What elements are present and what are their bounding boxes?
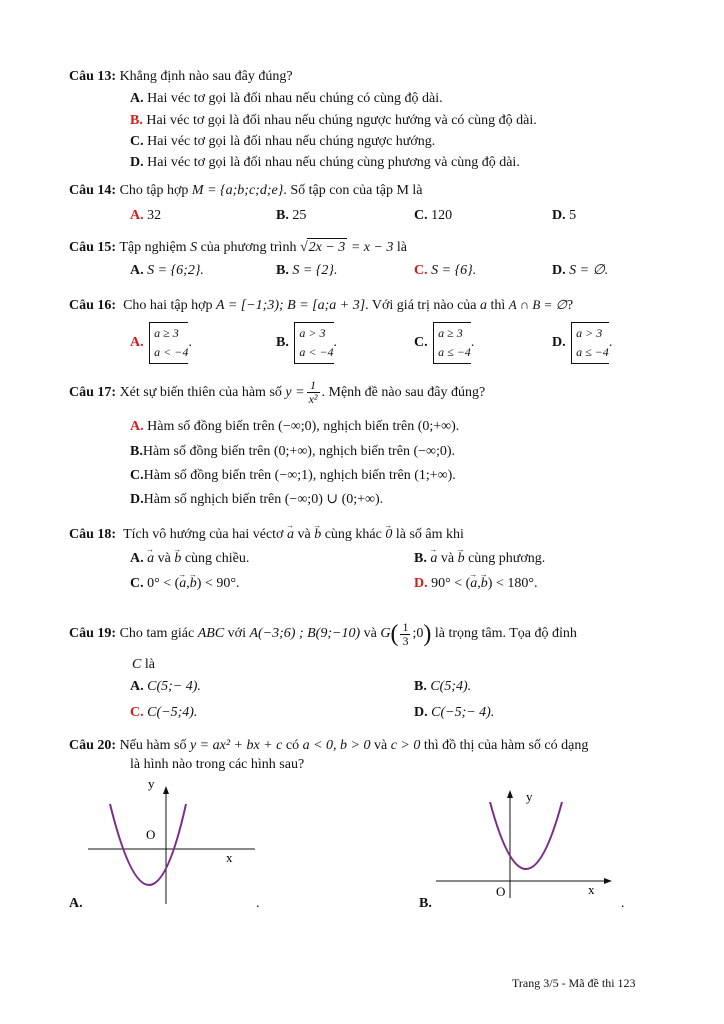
q18-option-c[interactable]: C. 0° < (→ a,→ b) < 90°. <box>130 575 239 593</box>
q16-option-c-line1: a ≥ 3 <box>438 326 463 340</box>
q15-option-a-key: A. <box>130 263 144 278</box>
q17-post: . Mệnh đề nào sau đây đúng? <box>321 385 486 400</box>
q18-option-a-and: và <box>157 551 171 566</box>
q18-option-c-vec-a: → a <box>179 575 186 593</box>
q14-option-a-key: A. <box>130 208 144 223</box>
q18-option-a-text: cùng chiều. <box>184 551 250 566</box>
q17-denominator: x² <box>308 392 318 407</box>
q19-option-d-text: C(−5;− 4). <box>431 705 495 720</box>
q18-stem <box>69 526 464 544</box>
q13-option-b[interactable] <box>130 112 537 130</box>
graph-a-key[interactable]: A. <box>69 896 83 911</box>
q20-stem <box>69 737 588 755</box>
q17-option-b-key: B. <box>130 444 143 459</box>
q16-option-a[interactable]: A. a ≥ 3 a < −4. <box>130 322 192 364</box>
q14-label: Câu 14: <box>69 183 117 198</box>
q18-option-d-vec-a: → a <box>470 575 477 593</box>
q17-option-d-text: Hàm số nghịch biến trên (−∞;0) ∪ (0;+∞). <box>143 492 384 507</box>
q16-option-b-key: B. <box>276 335 289 351</box>
q15-option-a[interactable] <box>130 262 204 280</box>
q16-option-c-line2: a ≤ −4 <box>438 345 471 359</box>
q19-g: G <box>380 626 391 642</box>
q13-option-d[interactable] <box>130 154 520 172</box>
q18-option-b-vec-b: → b <box>458 550 465 568</box>
q15-option-c-text: S = {6}. <box>431 263 477 278</box>
q19-post: là trọng tâm. Tọa độ đỉnh <box>434 626 577 642</box>
q18-option-b-text: cùng phương. <box>468 551 546 566</box>
q19-paren-right: ) <box>423 621 432 647</box>
q13-text: Khẳng định nào sau đây đúng? <box>119 69 293 84</box>
graph-b-dot: . <box>621 896 625 911</box>
q18-option-c-right: ) < 90°. <box>196 576 240 591</box>
q14-set: M = {a;b;c;d;e} <box>191 183 284 198</box>
q19-option-c[interactable] <box>130 704 197 722</box>
q19-numerator: 1 <box>402 619 409 634</box>
q17-option-d[interactable] <box>130 491 383 509</box>
q16-var: a <box>480 298 487 313</box>
q19-denominator: 3 <box>402 633 409 648</box>
q17-label: Câu 17: <box>69 385 117 400</box>
q18-and: và <box>297 527 311 542</box>
q17-option-c-text: Hàm số đồng biến trên (−∞;1), nghịch biến trên (1;+∞). <box>143 468 456 483</box>
q16-mid2: thì <box>490 298 506 313</box>
q19-and: và <box>363 626 377 642</box>
q15-stem <box>69 238 407 257</box>
q16-option-b-line2: a < −4 <box>299 345 334 359</box>
q19-line2-text: là <box>144 657 155 672</box>
q15-label: Câu 15: <box>69 240 117 255</box>
q18-option-d-left: 90° < ( <box>431 576 471 591</box>
q19-option-a-text: C(5;− 4). <box>147 679 201 694</box>
q14-post: . Số tập con của tập M là <box>283 183 423 198</box>
q16-option-b[interactable]: B. a > 3 a < −4. <box>276 322 337 364</box>
q16-label: Câu 16: <box>69 298 117 313</box>
q15-rhs: = x − 3 <box>350 240 394 255</box>
q16-cond: A ∩ B = ∅ <box>508 297 567 312</box>
q15-option-d-text: S = ∅. <box>569 263 609 278</box>
q16-pre: Cho hai tập hợp <box>123 298 213 313</box>
q15-radicand: 2x − 3 <box>308 240 346 255</box>
q18-option-c-key: C. <box>130 576 144 591</box>
q18-option-a-key: A. <box>130 551 144 566</box>
q19-fraction <box>400 621 410 648</box>
q19-option-b-text: C(5;4). <box>430 679 472 694</box>
graph-a-y-arrow-icon <box>163 786 169 794</box>
q17-option-a-key: A. <box>130 419 144 434</box>
q17-option-d-key: D. <box>130 492 144 507</box>
q18-option-d-vec-b: → b <box>481 575 488 593</box>
q18-option-c-vec-b: → b <box>190 575 197 593</box>
q16-option-a-line2: a < −4 <box>154 345 189 359</box>
q13-option-d-text: Hai véc tơ gọi là đối nhau nếu chúng cùng phương và cùng độ dài. <box>147 155 520 170</box>
q15-option-b-key: B. <box>276 263 289 278</box>
q17-fraction <box>307 379 320 406</box>
q15-pre: Tập nghiệm <box>119 240 187 255</box>
q13-option-d-key: D. <box>130 155 144 170</box>
graph-a-origin-label: O <box>146 827 156 842</box>
graph-b-y-arrow-icon <box>507 790 513 798</box>
q16-option-b-line1: a > 3 <box>299 326 326 340</box>
q19-mid: với <box>227 626 246 642</box>
q15-mid: của phương trình <box>200 240 297 255</box>
q15-var: S <box>190 240 198 255</box>
q18-option-a-vec-b: → b <box>174 550 181 568</box>
q14-option-a-text: 32 <box>147 208 162 223</box>
q18-option-a-vec-a: → a <box>147 550 154 568</box>
q16-option-c-key: C. <box>414 335 428 351</box>
q14-option-a[interactable] <box>130 207 161 225</box>
q16-option-c-system <box>433 322 471 364</box>
q19-option-c-text: C(−5;4). <box>147 705 198 720</box>
sqrt-sign-icon: √ <box>299 240 308 255</box>
q19-option-a[interactable] <box>130 678 201 696</box>
q19-stem <box>69 620 577 648</box>
q18-vector-b: → b <box>314 526 321 544</box>
q19-paren-left: ( <box>390 621 399 647</box>
q13-option-c[interactable] <box>130 133 435 151</box>
q18-option-b-and: và <box>440 551 455 566</box>
q14-option-b[interactable] <box>276 207 306 225</box>
q17-stem <box>69 378 485 408</box>
q16-option-a-line1: a ≥ 3 <box>154 326 179 340</box>
q14-option-c[interactable] <box>414 207 452 225</box>
q18-option-b-key: B. <box>414 551 427 566</box>
graph-b <box>430 786 630 906</box>
q15-option-b[interactable] <box>276 262 338 280</box>
q20-function: y = ax² + bx + c <box>189 738 283 753</box>
q18-option-d-right: ) < 180°. <box>487 576 538 591</box>
q13-option-a-key: A. <box>130 91 144 106</box>
q17-pre: Xét sự biến thiên của hàm số <box>119 385 282 400</box>
q18-option-d[interactable]: D. 90° < (→ a,→ b) < 180°. <box>414 575 537 593</box>
q13-option-b-text: Hai véc tơ gọi là đối nhau nếu chúng ngược hướng và có cùng độ dài. <box>146 113 537 128</box>
q14-option-d-text: 5 <box>569 208 577 223</box>
q14-option-c-text: 120 <box>431 208 453 223</box>
q13-option-a[interactable] <box>130 90 443 108</box>
q20-line2: là hình nào trong các hình sau? <box>130 757 305 772</box>
q19-label: Câu 19: <box>69 626 117 642</box>
q16-stem <box>69 296 573 315</box>
q19-option-b-key: B. <box>414 679 427 694</box>
q19-option-b[interactable] <box>414 678 471 696</box>
graph-a <box>80 776 280 916</box>
q19-line2 <box>132 656 155 674</box>
q13-option-a-text: Hai véc tơ gọi là đối nhau nếu chúng có cùng độ dài. <box>147 91 443 106</box>
q16-option-a-system <box>149 322 188 364</box>
graph-a-dot: . <box>256 896 260 911</box>
q19-line2-var: C <box>132 657 142 672</box>
q17-numerator: 1 <box>307 379 320 393</box>
q17-option-c[interactable] <box>130 467 456 485</box>
graph-b-parabola <box>490 802 562 869</box>
graph-b-origin-label: O <box>496 884 506 899</box>
q18-vector-a: → a <box>287 526 294 544</box>
q19-points: A(−3;6) ; B(9;−10) <box>249 626 361 642</box>
q16-sets: A = [−1;3); B = [a;a + 3] <box>216 298 366 313</box>
q17-option-a[interactable] <box>130 418 459 436</box>
q18-zero-vector: → 0 <box>385 526 392 544</box>
q13-option-c-key: C. <box>130 134 144 149</box>
graph-b-x-label: x <box>588 882 595 897</box>
q18-label: Câu 18: <box>69 527 117 542</box>
q17-fy: y = <box>285 385 305 400</box>
q14-option-d-key: D. <box>552 208 566 223</box>
q18-option-b-vec-a: → a <box>430 550 437 568</box>
q19-option-c-key: C. <box>130 705 144 720</box>
q18-pre: Tích vô hướng của hai véctơ <box>123 527 284 542</box>
q15-option-c-key: C. <box>414 263 428 278</box>
q18-option-c-left: 0° < ( <box>147 576 180 591</box>
q18-option-d-key: D. <box>414 576 428 591</box>
q16-option-b-system <box>294 322 333 364</box>
q18-mid: cùng khác <box>324 527 382 542</box>
q19-option-a-key: A. <box>130 679 144 694</box>
q19-option-d[interactable] <box>414 704 494 722</box>
q17-option-b-text: Hàm số đồng biến trên (0;+∞), nghịch biến trên (−∞;0). <box>142 444 456 459</box>
q16-option-d[interactable]: D. a > 3 a ≤ −4. <box>552 322 612 364</box>
graph-b-x-arrow-icon <box>604 878 612 884</box>
q19-option-d-key: D. <box>414 705 428 720</box>
q14-option-b-key: B. <box>276 208 289 223</box>
q16-mid: . Với giá trị nào của <box>365 298 477 313</box>
graph-b-y-label: y <box>526 789 533 804</box>
q15-option-c[interactable] <box>414 262 476 280</box>
q15-option-d-key: D. <box>552 263 566 278</box>
q20-and: và <box>373 738 388 753</box>
q14-stem <box>69 182 423 200</box>
q15-option-b-text: S = {2}. <box>292 263 338 278</box>
q13-label: Câu 13: <box>69 69 117 84</box>
q20-cond2: c > 0 <box>390 738 421 753</box>
q20-pre: Nếu hàm số <box>119 738 187 753</box>
q20-post: thì đồ thị của hàm số có dạng <box>423 738 589 753</box>
graph-a-y-label: y <box>148 776 155 791</box>
q14-option-b-text: 25 <box>292 208 307 223</box>
q18-post: là số âm khi <box>395 527 464 542</box>
q17-option-b[interactable] <box>130 443 455 461</box>
q16-option-d-system <box>571 322 609 364</box>
q15-option-d[interactable] <box>552 262 608 280</box>
q14-option-d[interactable] <box>552 207 576 225</box>
q16-option-d-key: D. <box>552 335 566 351</box>
q16-option-a-key: A. <box>130 335 144 351</box>
q14-option-c-key: C. <box>414 208 428 223</box>
q19-triangle: ABC <box>197 626 225 642</box>
page-footer: Trang 3/5 - Mã đề thi 123 <box>512 976 636 990</box>
q20-mid: có <box>285 738 300 753</box>
q13-option-b-key: B. <box>130 113 143 128</box>
graph-a-x-label: x <box>226 850 233 865</box>
q17-option-a-text: Hàm số đồng biến trên (−∞;0), nghịch biến trên (0;+∞). <box>147 419 460 434</box>
q20-label: Câu 20: <box>69 738 117 753</box>
q15-post: là <box>396 240 408 255</box>
q13-option-c-text: Hai véc tơ gọi là đối nhau nếu chúng ngược hướng. <box>147 134 436 149</box>
q15-option-a-text: S = {6;2}. <box>147 263 204 278</box>
q19-g-tail: ;0 <box>412 626 424 642</box>
q16-option-d-line1: a > 3 <box>576 326 603 340</box>
graph-a-parabola <box>110 804 186 885</box>
q19-pre: Cho tam giác <box>119 626 195 642</box>
graph-b-key[interactable]: B. <box>419 896 432 911</box>
q14-pre: Cho tập hợp <box>119 183 189 198</box>
q16-option-d-line2: a ≤ −4 <box>576 345 609 359</box>
q13-stem <box>69 68 293 86</box>
q17-option-c-key: C. <box>130 468 144 483</box>
q20-cond1: a < 0, b > 0 <box>302 738 371 753</box>
q16-option-c[interactable]: C. a ≥ 3 a ≤ −4. <box>414 322 474 364</box>
q16-post: ? <box>566 298 574 313</box>
